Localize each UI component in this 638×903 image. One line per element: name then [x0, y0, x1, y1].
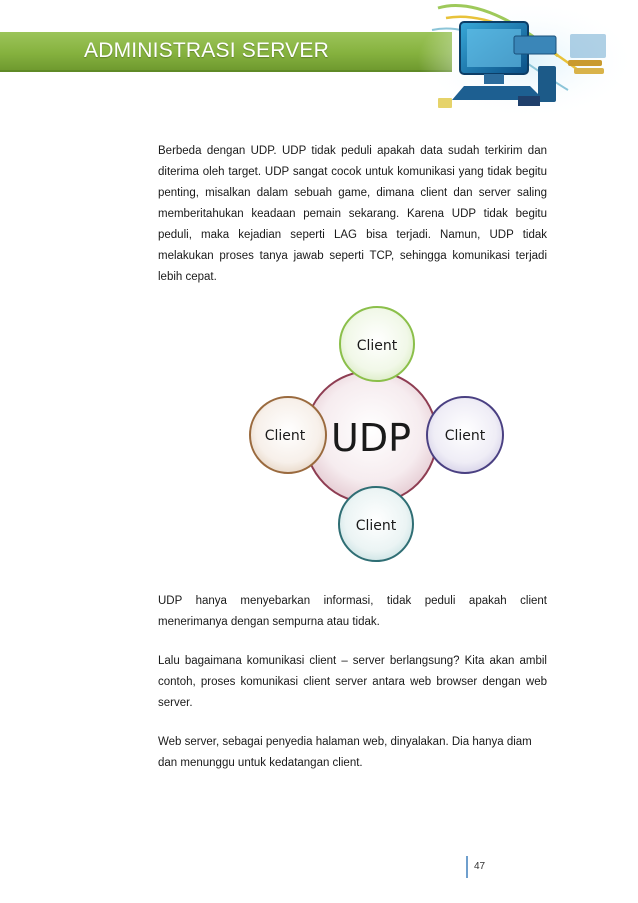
paragraph-udp-intro: Berbeda dengan UDP. UDP tidak peduli apakah data sudah terkirim dan diterima oleh target. UDP sangat cocok untuk komunikasi yang tidak begitu penting, misalkan dalam sebuah game, dimana client dan server saling memberitahukan keadaan pemain sekarang. Karena UDP tidak begitu peduli, maka kejadian seperti LAG bisa terjadi. Namun, UDP tidak melakukan proses tanya jawab seperti TCP, sehingga komunikasi terjadi lebih cepat.: [158, 145, 547, 283]
paragraph-udp-broadcast: UDP hanya menyebarkan informasi, tidak peduli apakah client menerimanya dengan sempurna atau tidak.: [158, 595, 547, 628]
client-label-right: Client: [444, 428, 486, 444]
client-label-top: Client: [356, 338, 398, 354]
udp-center-label: UDP: [331, 416, 411, 460]
paragraph-client-server: Lalu bagaimana komunikasi client – server berlangsung? Kita akan ambil contoh, proses komunikasi client server antara web browser dengan web server.: [158, 655, 547, 709]
page-number-rule: [466, 856, 468, 878]
page-number: 47: [474, 861, 486, 872]
computer-network-icon: [418, 0, 638, 118]
page-title: ADMINISTRASI SERVER: [84, 39, 329, 62]
client-label-bottom: Client: [355, 518, 397, 534]
paragraph-web-server: Web server, sebagai penyedia halaman web, dinyalakan. Dia hanya diam dan menunggu untuk kedatangan client.: [158, 736, 532, 769]
client-label-left: Client: [264, 428, 306, 444]
udp-diagram: [240, 305, 510, 567]
